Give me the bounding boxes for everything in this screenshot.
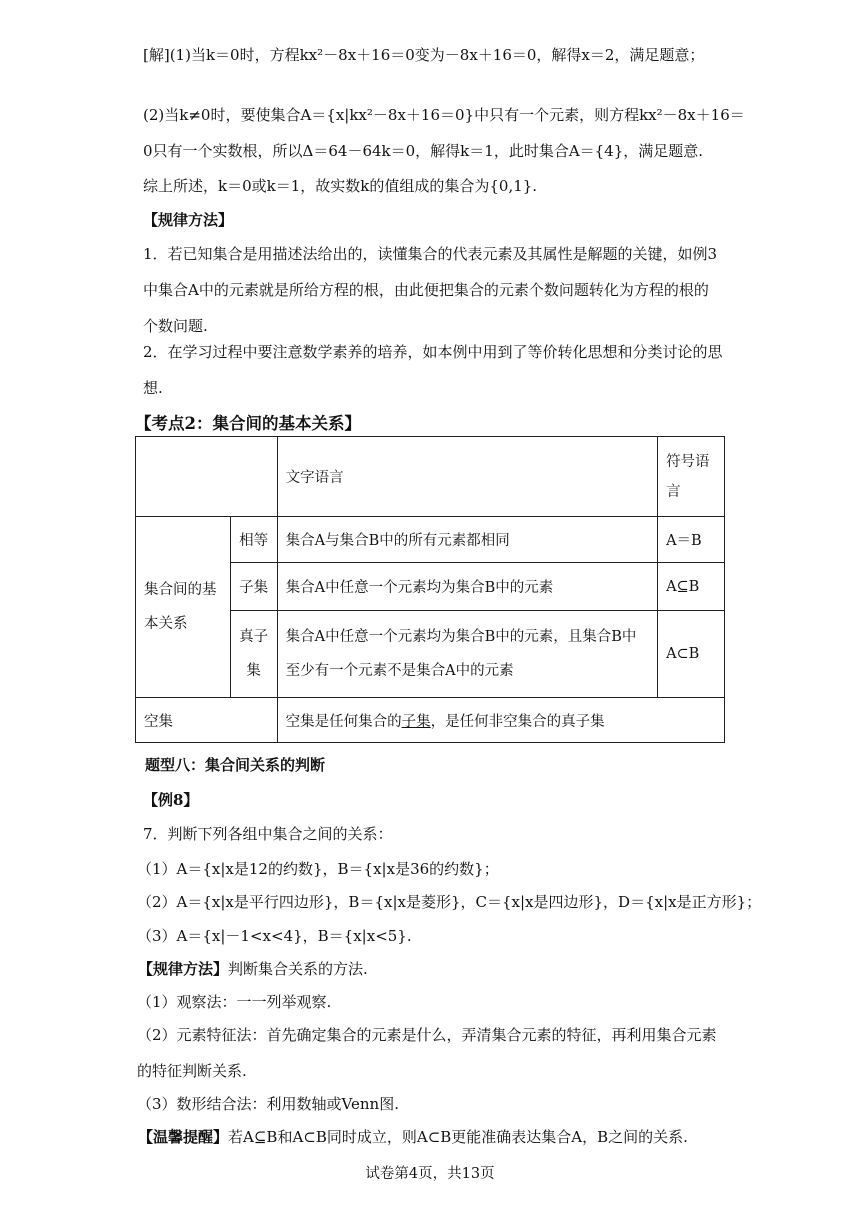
method-title: 【规律方法】 xyxy=(143,211,234,229)
empty-set-text-cell xyxy=(277,698,724,743)
method2-item-1: （1）观察法：一一列举观察. xyxy=(137,993,332,1011)
type-heading: 题型八：集合间关系的判断 xyxy=(145,756,326,774)
table-header-row xyxy=(136,437,725,517)
empty-set-label-cell: 空集 xyxy=(136,698,278,743)
header-text-cell: 文字语言 xyxy=(277,437,657,517)
row-name-cell: 相等 xyxy=(230,517,277,563)
method2-item-2: （2）元素特征法：首先确定集合的元素是什么，弄清集合元素的特征，再利用集合元素的特征判断关系. xyxy=(137,1026,717,1080)
row-text-cell: 集合A中任意一个元素均为集合B中的元素 xyxy=(277,563,657,611)
solution-line-3: 0只有一个实数根，所以Δ＝64－64k＝0，解得k＝1，此时集合A＝{4}，满足题意. xyxy=(143,142,704,160)
tip-text: 若A⊆B和A⊂B同时成立，则A⊂B更能准确表达集合A，B之间的关系. xyxy=(228,1128,688,1146)
row-symbol-cell: A⊆B xyxy=(658,563,725,611)
row-symbol-cell: A＝B xyxy=(658,517,725,563)
empty-set-text-underlined: 子集 xyxy=(401,713,431,730)
relations-table xyxy=(135,436,725,743)
row-name-cell: 真子集 xyxy=(230,611,277,698)
row-text-cell: 集合A与集合B中的所有元素都相同 xyxy=(277,517,657,563)
kaodian-heading: 【考点2：集合间的基本关系】 xyxy=(135,414,361,433)
solution-line-4: 综上所述，k＝0或k＝1，故实数k的值组成的集合为{0,1}. xyxy=(143,177,538,195)
table-row xyxy=(136,517,725,563)
question-stem: 7．判断下列各组中集合之间的关系： xyxy=(143,825,393,843)
empty-set-text-b: ，是任何非空集合的真子集 xyxy=(430,713,605,730)
question-sub-1: （1）A＝{x|x是12的约数}，B＝{x|x是36的约数}； xyxy=(137,860,499,878)
method2-title-rest: 判断集合关系的方法. xyxy=(228,960,368,978)
row-name-cell: 子集 xyxy=(230,563,277,611)
group-label-cell: 集合间的基本关系 xyxy=(136,517,231,698)
tip-line xyxy=(138,1126,728,1148)
question-sub-2: （2）A＝{x|x是平行四边形}，B＝{x|x是菱形}，C＝{x|x是四边形}，D＝{x|x是正方形}； xyxy=(137,893,762,911)
question-sub-3: （3）A＝{x|－1<x<4}，B＝{x|x<5}. xyxy=(137,927,412,945)
table-row xyxy=(136,698,725,743)
example-label: 【例8】 xyxy=(143,791,199,809)
method-paragraph-2: 2．在学习过程中要注意数学素养的培养，如本例中用到了等价转化思想和分类讨论的思想. xyxy=(143,343,723,397)
method2-title: 【规律方法】 xyxy=(138,960,229,978)
solution-line-2: (2)当k≠0时，要使集合A＝{x|kx²－8x＋16＝0}中只有一个元素，则方程kx²－8x＋16＝ xyxy=(143,106,745,124)
header-symbol-cell: 符号语言 xyxy=(658,437,725,517)
page-footer: 试卷第4页，共13页 xyxy=(365,1166,495,1182)
tip-title: 【温馨提醒】 xyxy=(138,1128,229,1146)
solution-line-1: [解](1)当k＝0时，方程kx²－8x＋16＝0变为－8x＋16＝0，解得x＝2，满足题意； xyxy=(143,46,705,64)
method-paragraph-1: 1．若已知集合是用描述法给出的，读懂集合的代表元素及其属性是解题的关键，如例3中集合A中的元素就是所给方程的根，由此便把集合的元素个数问题转化为方程的根的个数问题. xyxy=(143,245,718,335)
row-text-cell: 集合A中任意一个元素均为集合B中的元素，且集合B中至少有一个元素不是集合A中的元素 xyxy=(277,611,657,698)
empty-set-text-a: 空集是任何集合的 xyxy=(285,713,402,730)
row-symbol-cell: A⊂B xyxy=(658,611,725,698)
method2-line xyxy=(138,958,718,980)
table-corner-cell xyxy=(136,437,278,517)
method2-item-3: （3）数形结合法：利用数轴或Venn图. xyxy=(137,1095,399,1113)
